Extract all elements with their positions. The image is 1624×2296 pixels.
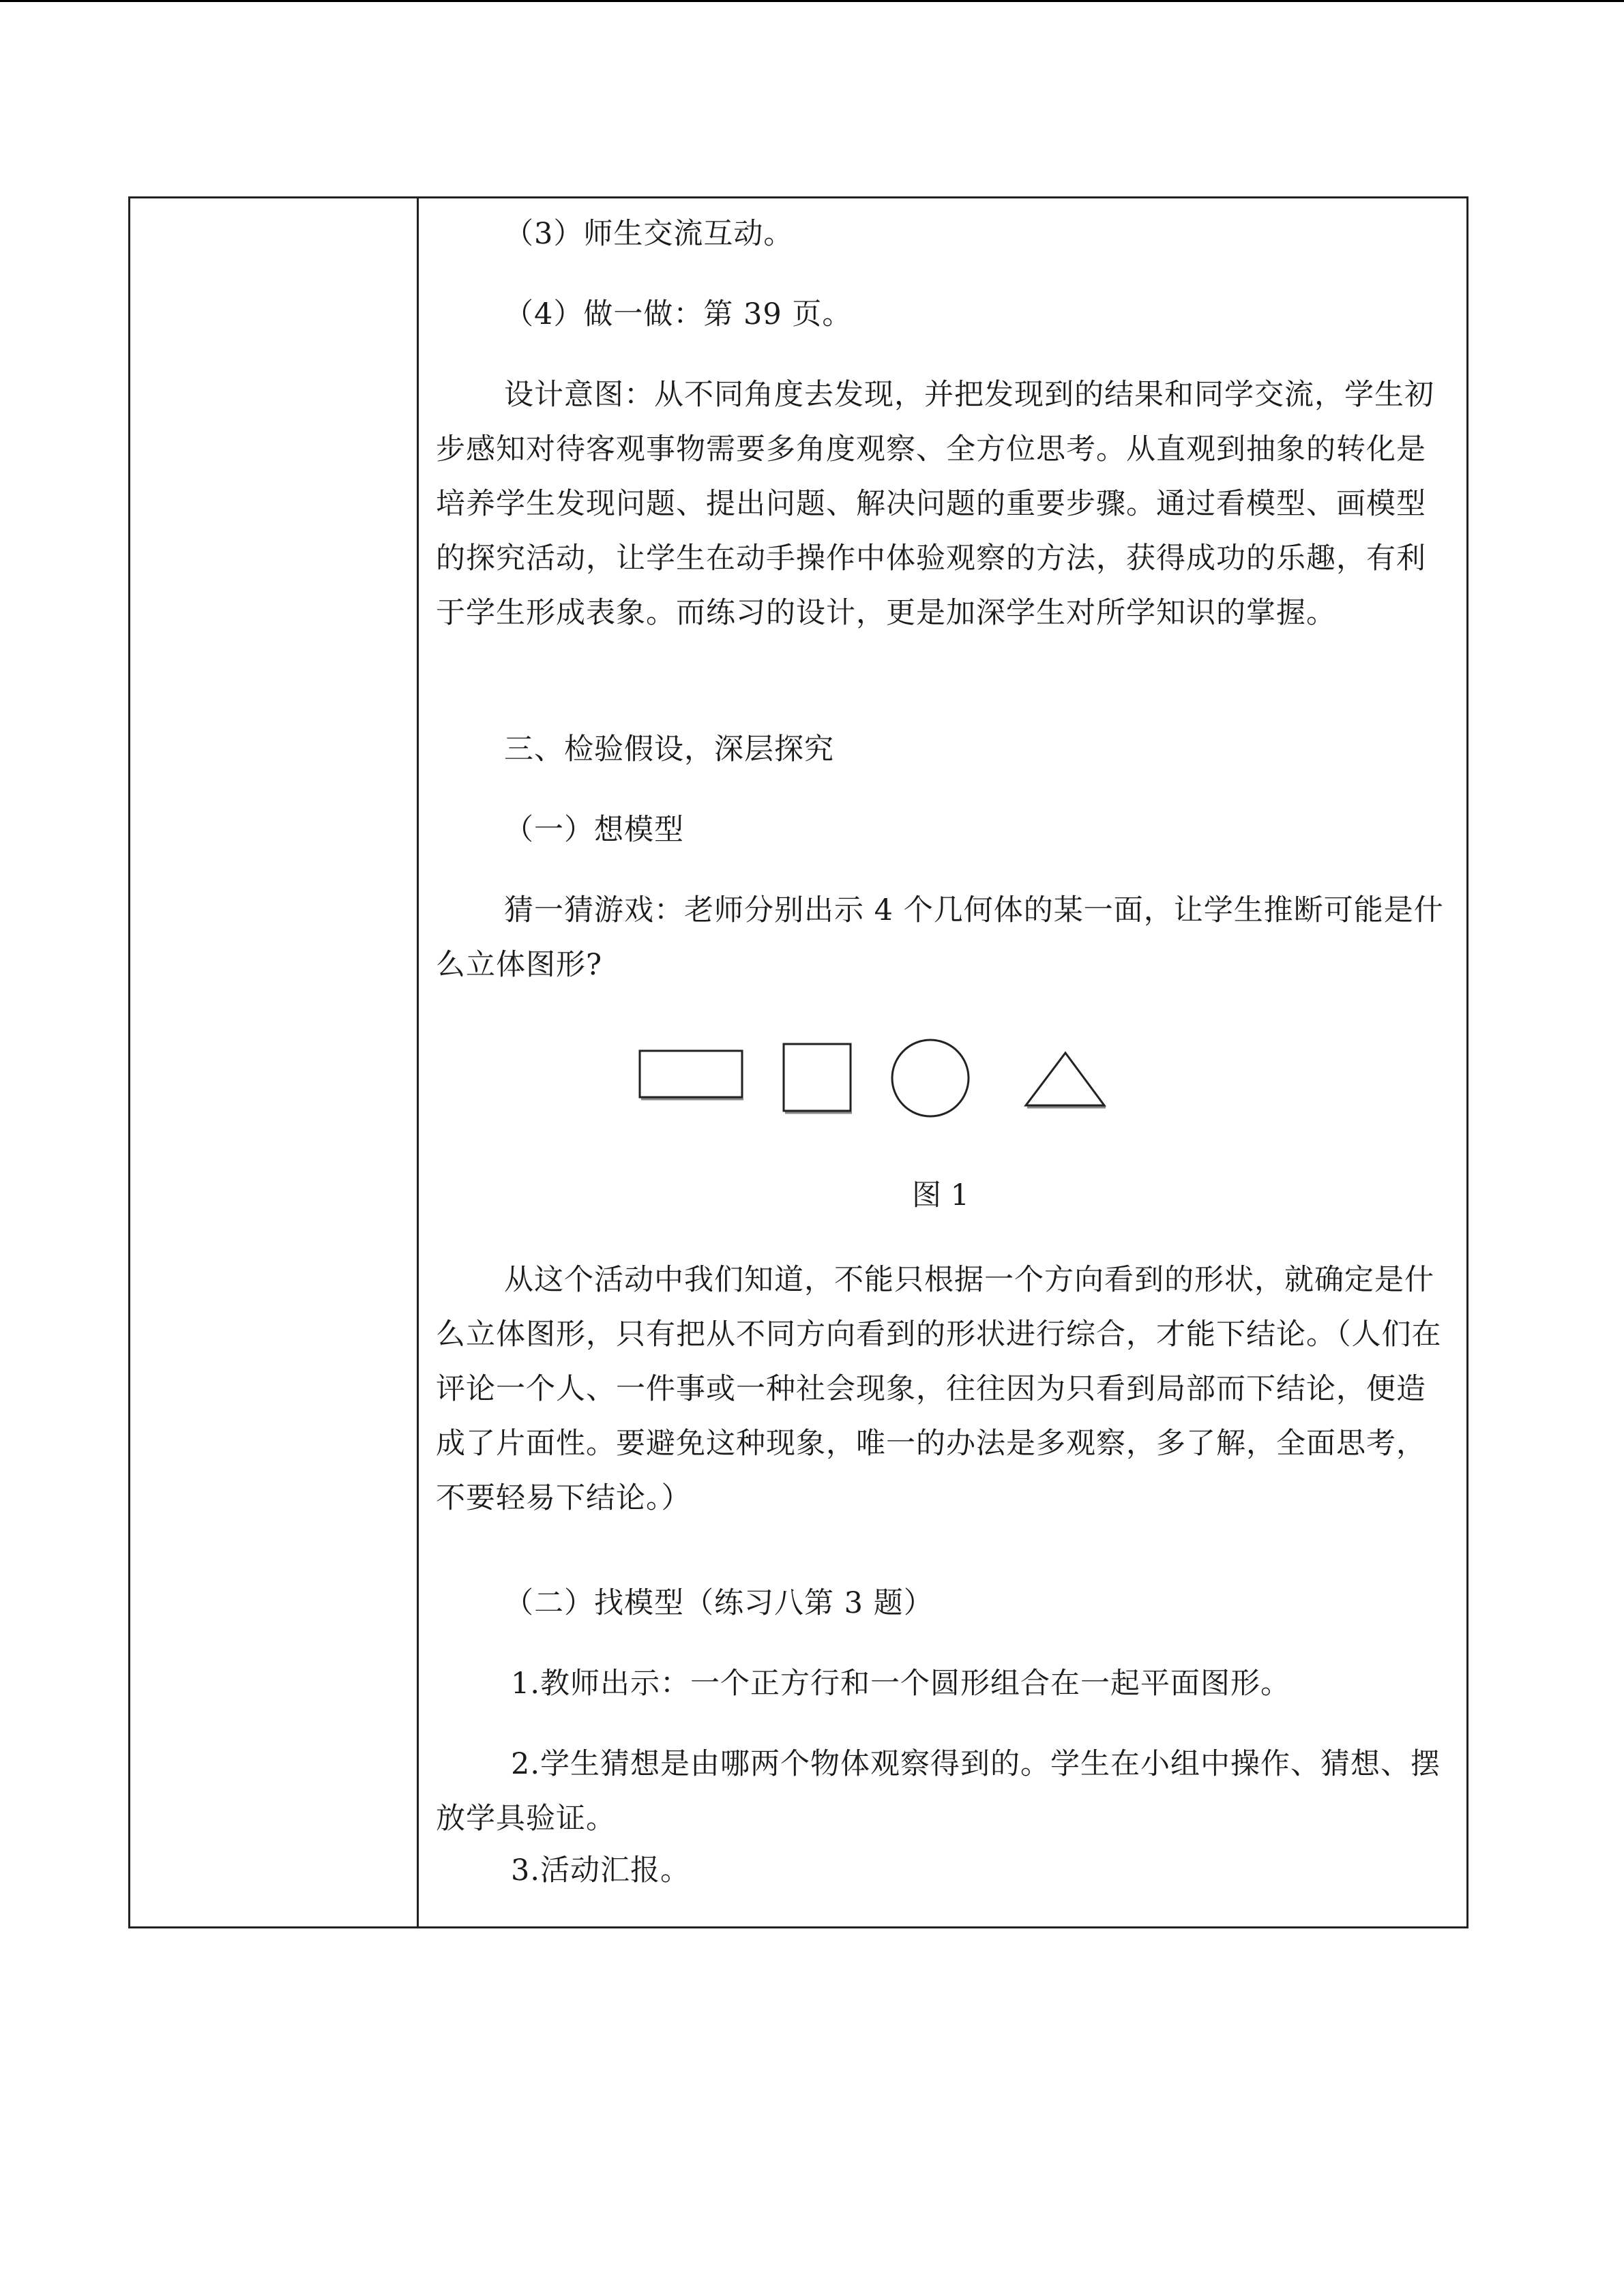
paragraph-guess-game: 猜一猜游戏：老师分别出示 4 个几何体的某一面，让学生推断可能是什么立体图形? bbox=[436, 893, 1444, 982]
paragraph-item-2: 2.学生猜想是由哪两个物体观察得到的。学生在小组中操作、猜想、摆放学具验证。 bbox=[436, 1747, 1441, 1836]
square-icon bbox=[784, 1044, 852, 1113]
section-heading-3: 三、检验假设，深层探究 bbox=[504, 732, 834, 766]
figure-caption: 图 1 bbox=[911, 1178, 970, 1212]
paragraph-design-intent: 设计意图：从不同角度去发现，并把发现到的结果和同学交流，学生初步感知对待客观事物需要多角度观察、全方位思考。从直观到抽象的转化是培养学生发现问题、提出问题、解决问题的重要步骤。通过看模型、画模型的探究活动，让学生在动手操作中体验观察的方法，获得成功的乐趣，有利于学生形成表象。而练习的设计，更是加深学生对所学知识的掌握。 bbox=[436, 378, 1434, 630]
paragraph-step-4: （4）做一做：第 39 页。 bbox=[504, 297, 853, 331]
paragraph-activity-conclusion: 从这个活动中我们知道，不能只根据一个方向看到的形状，就确定是什么立体图形，只有把从不同方向看到的形状进行综合，才能下结论。（人们在评论一个人、一件事或一种社会现象，往往因为只看到局部而下结论，便造成了片面性。要避免这种现象，唯一的办法是多观察，多了解，全面思考，不要轻易下结论。） bbox=[436, 1263, 1442, 1515]
left-column-cell bbox=[130, 198, 417, 1926]
paragraph-step-3: （3）师生交流互动。 bbox=[504, 217, 794, 251]
figure-shapes bbox=[436, 1024, 1445, 1119]
circle-icon bbox=[892, 1040, 969, 1116]
paragraph-item-3: 3.活动汇报。 bbox=[511, 1853, 691, 1888]
column-divider bbox=[417, 198, 419, 1926]
triangle-icon bbox=[1026, 1053, 1106, 1107]
rectangle-icon bbox=[640, 1051, 743, 1099]
lesson-plan-table bbox=[128, 196, 1468, 1928]
subsection-heading-2: （二）找模型（练习八第 3 题） bbox=[504, 1586, 934, 1620]
subsection-heading-1: （一）想模型 bbox=[504, 813, 684, 847]
paragraph-item-1: 1.教师出示：一个正方行和一个圆形组合在一起平面图形。 bbox=[511, 1667, 1291, 1701]
right-column-content bbox=[436, 198, 1445, 1926]
page-top-rule bbox=[0, 0, 1624, 2]
